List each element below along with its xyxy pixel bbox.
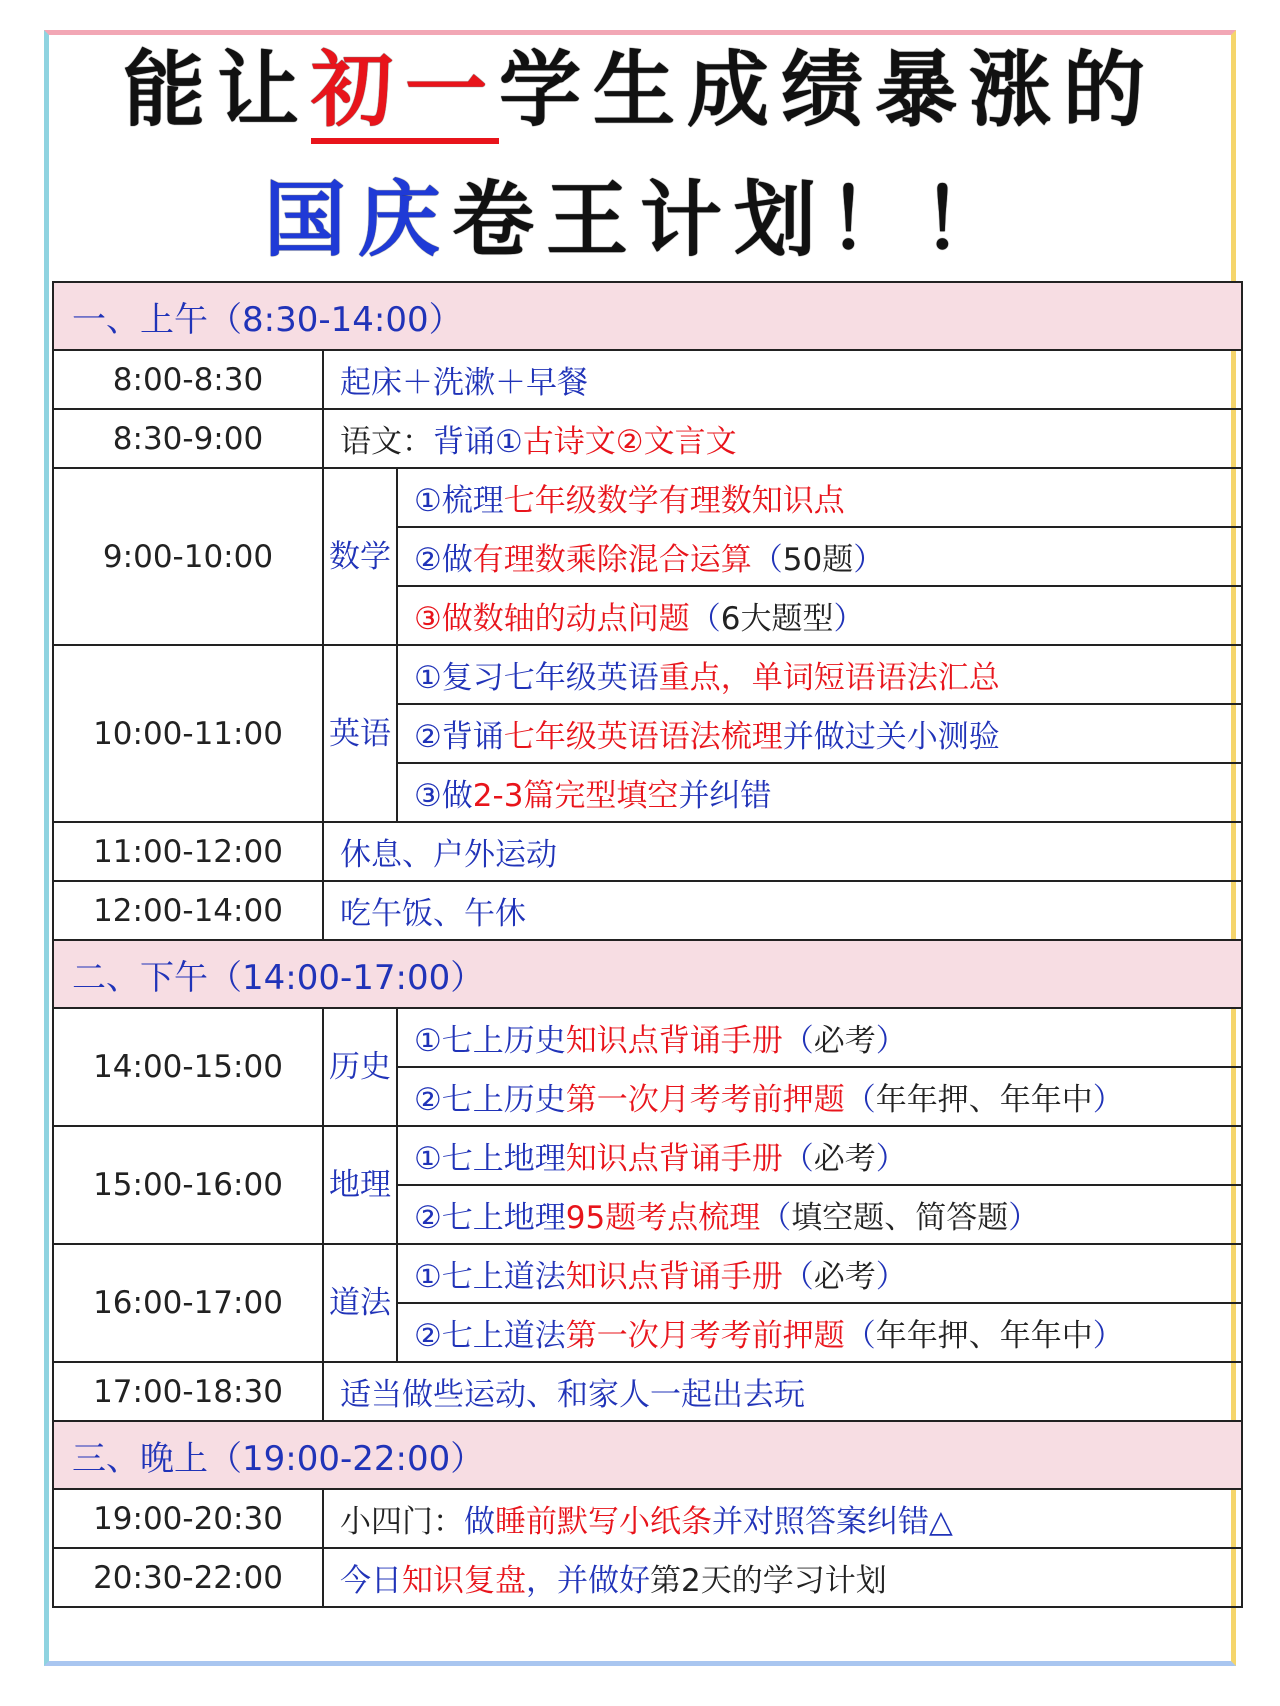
title-line-1: 能让初一学生成绩暴涨的 — [0, 40, 1280, 140]
time-cell: 12:00-14:00 — [53, 881, 323, 940]
content-cell: ②七上地理95题考点梳理（填空题、简答题） — [397, 1185, 1242, 1244]
title-highlight-holiday: 国庆 — [263, 172, 452, 268]
table-row — [53, 1548, 1242, 1607]
time-cell: 9:00-10:00 — [53, 468, 323, 645]
table-row — [53, 350, 1242, 409]
content-cell: 小四门：做睡前默写小纸条并对照答案纠错△ — [323, 1489, 1242, 1548]
section-label: 二、下午（14:00-17:00） — [53, 940, 1242, 1008]
table-row — [53, 881, 1242, 940]
table-row — [53, 1008, 1242, 1067]
table-row — [53, 1489, 1242, 1548]
table-row — [53, 468, 1242, 527]
section-evening — [53, 1421, 1242, 1489]
table-row — [53, 822, 1242, 881]
section-label: 三、晚上（19:00-22:00） — [53, 1421, 1242, 1489]
time-cell: 11:00-12:00 — [53, 822, 323, 881]
time-cell: 17:00-18:30 — [53, 1362, 323, 1421]
time-cell: 8:00-8:30 — [53, 350, 323, 409]
subject-cell: 英语 — [323, 645, 397, 822]
title-line-2: 国庆卷王计划！！ — [263, 172, 1017, 268]
table-row — [53, 1362, 1242, 1421]
content-cell: 起床＋洗漱＋早餐 — [323, 350, 1242, 409]
subject-cell: 历史 — [323, 1008, 397, 1126]
subject-cell: 地理 — [323, 1126, 397, 1244]
content-cell: 适当做些运动、和家人一起出去玩 — [323, 1362, 1242, 1421]
table-row — [53, 409, 1242, 468]
content-cell: ①七上历史知识点背诵手册（必考） — [397, 1008, 1242, 1067]
time-cell: 15:00-16:00 — [53, 1126, 323, 1244]
time-cell: 8:30-9:00 — [53, 409, 323, 468]
content-cell: ②背诵七年级英语语法梳理并做过关小测验 — [397, 704, 1242, 763]
section-morning — [53, 282, 1242, 350]
table-row — [53, 1244, 1242, 1303]
content-cell: 语文：背诵①古诗文②文言文 — [323, 409, 1242, 468]
content-cell: ①七上地理知识点背诵手册（必考） — [397, 1126, 1242, 1185]
content-cell: ③做2-3篇完型填空并纠错 — [397, 763, 1242, 822]
section-afternoon — [53, 940, 1242, 1008]
table-row — [53, 1126, 1242, 1185]
schedule-table — [52, 281, 1243, 1608]
subject-cell: 道法 — [323, 1244, 397, 1362]
content-cell: ①梳理七年级数学有理数知识点 — [397, 468, 1242, 527]
time-cell: 10:00-11:00 — [53, 645, 323, 822]
section-label: 一、上午（8:30-14:00） — [53, 282, 1242, 350]
time-cell: 19:00-20:30 — [53, 1489, 323, 1548]
content-cell: 吃午饭、午休 — [323, 881, 1242, 940]
content-cell: 休息、户外运动 — [323, 822, 1242, 881]
time-cell: 20:30-22:00 — [53, 1548, 323, 1607]
content-cell: ③做数轴的动点问题（6大题型） — [397, 586, 1242, 645]
content-cell: ②七上历史第一次月考考前押题（年年押、年年中） — [397, 1067, 1242, 1126]
title-highlight-grade: 初一 — [311, 42, 499, 144]
time-cell: 14:00-15:00 — [53, 1008, 323, 1126]
content-cell: 今日知识复盘，并做好第2天的学习计划 — [323, 1548, 1242, 1607]
content-cell: ②做有理数乘除混合运算（50题） — [397, 527, 1242, 586]
subject-cell: 数学 — [323, 468, 397, 645]
content-cell: ①复习七年级英语重点，单词短语语法汇总 — [397, 645, 1242, 704]
table-row — [53, 645, 1242, 704]
time-cell: 16:00-17:00 — [53, 1244, 323, 1362]
content-cell: ②七上道法第一次月考考前押题（年年押、年年中） — [397, 1303, 1242, 1362]
content-cell: ①七上道法知识点背诵手册（必考） — [397, 1244, 1242, 1303]
